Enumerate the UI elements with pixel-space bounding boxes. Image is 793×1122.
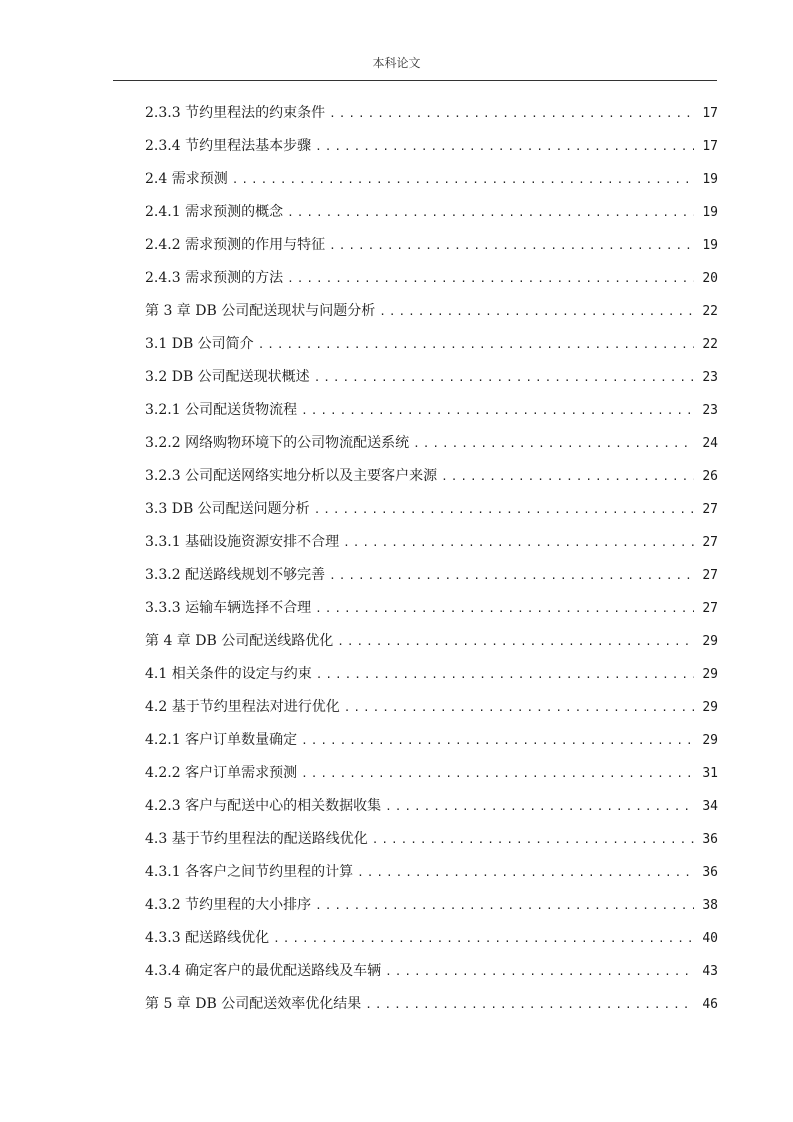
toc-entry[interactable] [145, 526, 718, 559]
toc-entry-page: 23 [702, 403, 718, 418]
toc-dot-leader [315, 889, 694, 922]
toc-dot-leader [258, 328, 694, 361]
toc-dot-leader [357, 856, 694, 889]
toc-entry-page: 46 [702, 997, 718, 1012]
toc-entry-page: 27 [702, 535, 718, 550]
toc-dot-leader [273, 922, 694, 955]
toc-entry-page: 19 [702, 238, 718, 253]
toc-entry[interactable] [145, 295, 718, 328]
toc-entry-title: 3.3.1 基础设施资源安排不合理 [145, 534, 340, 550]
toc-entry[interactable] [145, 130, 718, 163]
toc-entry-page: 29 [702, 634, 718, 649]
toc-entry[interactable] [145, 757, 718, 790]
toc-entry[interactable] [145, 955, 718, 988]
toc-entry[interactable] [145, 427, 718, 460]
toc-entry-page: 29 [702, 700, 718, 715]
toc-dot-leader [316, 658, 694, 691]
toc-entry-page: 36 [702, 832, 718, 847]
toc-dot-leader [329, 229, 694, 262]
toc-dot-leader [232, 163, 694, 196]
toc-entry[interactable] [145, 790, 718, 823]
toc-entry[interactable] [145, 196, 718, 229]
toc-dot-leader [372, 823, 694, 856]
toc-dot-leader [301, 394, 694, 427]
toc-entry[interactable] [145, 229, 718, 262]
toc-dot-leader [315, 592, 694, 625]
toc-entry-title: 3.1 DB 公司简介 [145, 336, 254, 352]
toc-entry[interactable] [145, 262, 718, 295]
toc-dot-leader [329, 559, 694, 592]
toc-entry-title: 3.2.1 公司配送货物流程 [145, 402, 298, 418]
toc-entry-page: 27 [702, 601, 718, 616]
toc-entry-page: 31 [702, 766, 718, 781]
toc-entry[interactable] [145, 97, 718, 130]
header-rule [113, 80, 717, 81]
toc-dot-leader [301, 724, 694, 757]
toc-entry-title: 2.3.4 节约里程法基本步骤 [145, 138, 312, 154]
toc-entry-title: 第 4 章 DB 公司配送线路优化 [145, 633, 334, 649]
toc-entry[interactable] [145, 625, 718, 658]
toc-entry-title: 4.1 相关条件的设定与约束 [145, 666, 312, 682]
toc-dot-leader [379, 295, 694, 328]
toc-entry[interactable] [145, 559, 718, 592]
toc-entry[interactable] [145, 493, 718, 526]
toc-entry-page: 43 [702, 964, 718, 979]
toc-entry-title: 4.3.3 配送路线优化 [145, 930, 270, 946]
toc-entry-title: 4.3.4 确定客户的最优配送路线及车辆 [145, 963, 382, 979]
toc-entry[interactable] [145, 889, 718, 922]
toc-entry[interactable] [145, 328, 718, 361]
toc-entry-title: 3.2 DB 公司配送现状概述 [145, 369, 310, 385]
toc-entry[interactable] [145, 658, 718, 691]
toc-dot-leader [287, 262, 694, 295]
toc-dot-leader [441, 460, 694, 493]
toc-entry-page: 19 [702, 205, 718, 220]
table-of-contents [145, 97, 718, 1021]
toc-dot-leader [337, 625, 694, 658]
toc-dot-leader [287, 196, 694, 229]
toc-dot-leader [385, 955, 694, 988]
toc-entry-page: 38 [702, 898, 718, 913]
toc-entry-page: 40 [702, 931, 718, 946]
toc-dot-leader [301, 757, 694, 790]
toc-entry-page: 34 [702, 799, 718, 814]
toc-entry[interactable] [145, 361, 718, 394]
toc-entry[interactable] [145, 724, 718, 757]
toc-entry-title: 3.2.3 公司配送网络实地分析以及主要客户来源 [145, 468, 438, 484]
toc-entry-page: 22 [702, 337, 718, 352]
toc-dot-leader [314, 493, 694, 526]
toc-dot-leader [413, 427, 694, 460]
toc-entry-title: 4.3 基于节约里程法的配送路线优化 [145, 831, 368, 847]
toc-entry-title: 第 5 章 DB 公司配送效率优化结果 [145, 996, 362, 1012]
toc-entry[interactable] [145, 988, 718, 1021]
toc-entry-title: 2.3.3 节约里程法的约束条件 [145, 105, 326, 121]
toc-entry-page: 23 [702, 370, 718, 385]
page-header: 本科论文 [372, 56, 421, 70]
toc-entry-title: 3.3.3 运输车辆选择不合理 [145, 600, 312, 616]
toc-entry-page: 17 [702, 139, 718, 154]
toc-entry-page: 29 [702, 667, 718, 682]
toc-dot-leader [344, 691, 694, 724]
toc-entry-page: 20 [702, 271, 718, 286]
toc-entry-title: 3.3 DB 公司配送问题分析 [145, 501, 310, 517]
toc-entry-page: 17 [702, 106, 718, 121]
toc-entry-page: 26 [702, 469, 718, 484]
toc-entry-title: 2.4.1 需求预测的概念 [145, 204, 284, 220]
toc-entry-page: 29 [702, 733, 718, 748]
toc-entry-page: 36 [702, 865, 718, 880]
toc-dot-leader [314, 361, 694, 394]
toc-entry-title: 4.3.1 各客户之间节约里程的计算 [145, 864, 354, 880]
toc-entry[interactable] [145, 856, 718, 889]
toc-dot-leader [315, 130, 694, 163]
toc-dot-leader [329, 97, 694, 130]
toc-entry-title: 第 3 章 DB 公司配送现状与问题分析 [145, 303, 376, 319]
toc-entry[interactable] [145, 163, 718, 196]
toc-dot-leader [343, 526, 694, 559]
toc-entry-page: 19 [702, 172, 718, 187]
toc-entry-title: 4.2.3 客户与配送中心的相关数据收集 [145, 798, 382, 814]
toc-entry[interactable] [145, 394, 718, 427]
toc-entry-title: 2.4.2 需求预测的作用与特征 [145, 237, 326, 253]
toc-entry-page: 27 [702, 568, 718, 583]
toc-entry[interactable] [145, 823, 718, 856]
toc-entry[interactable] [145, 460, 718, 493]
toc-dot-leader [385, 790, 694, 823]
toc-entry-title: 4.2 基于节约里程法对进行优化 [145, 699, 340, 715]
toc-entry-title: 3.3.2 配送路线规划不够完善 [145, 567, 326, 583]
toc-entry[interactable] [145, 922, 718, 955]
toc-entry-page: 27 [702, 502, 718, 517]
toc-entry[interactable] [145, 691, 718, 724]
toc-entry-title: 4.3.2 节约里程的大小排序 [145, 897, 312, 913]
toc-entry-page: 24 [702, 436, 718, 451]
toc-entry-title: 2.4.3 需求预测的方法 [145, 270, 284, 286]
toc-entry-page: 22 [702, 304, 718, 319]
toc-entry-title: 4.2.1 客户订单数量确定 [145, 732, 298, 748]
toc-entry[interactable] [145, 592, 718, 625]
toc-entry-title: 3.2.2 网络购物环境下的公司物流配送系统 [145, 435, 410, 451]
toc-dot-leader [365, 988, 694, 1021]
toc-entry-title: 4.2.2 客户订单需求预测 [145, 765, 298, 781]
toc-entry-title: 2.4 需求预测 [145, 171, 228, 187]
